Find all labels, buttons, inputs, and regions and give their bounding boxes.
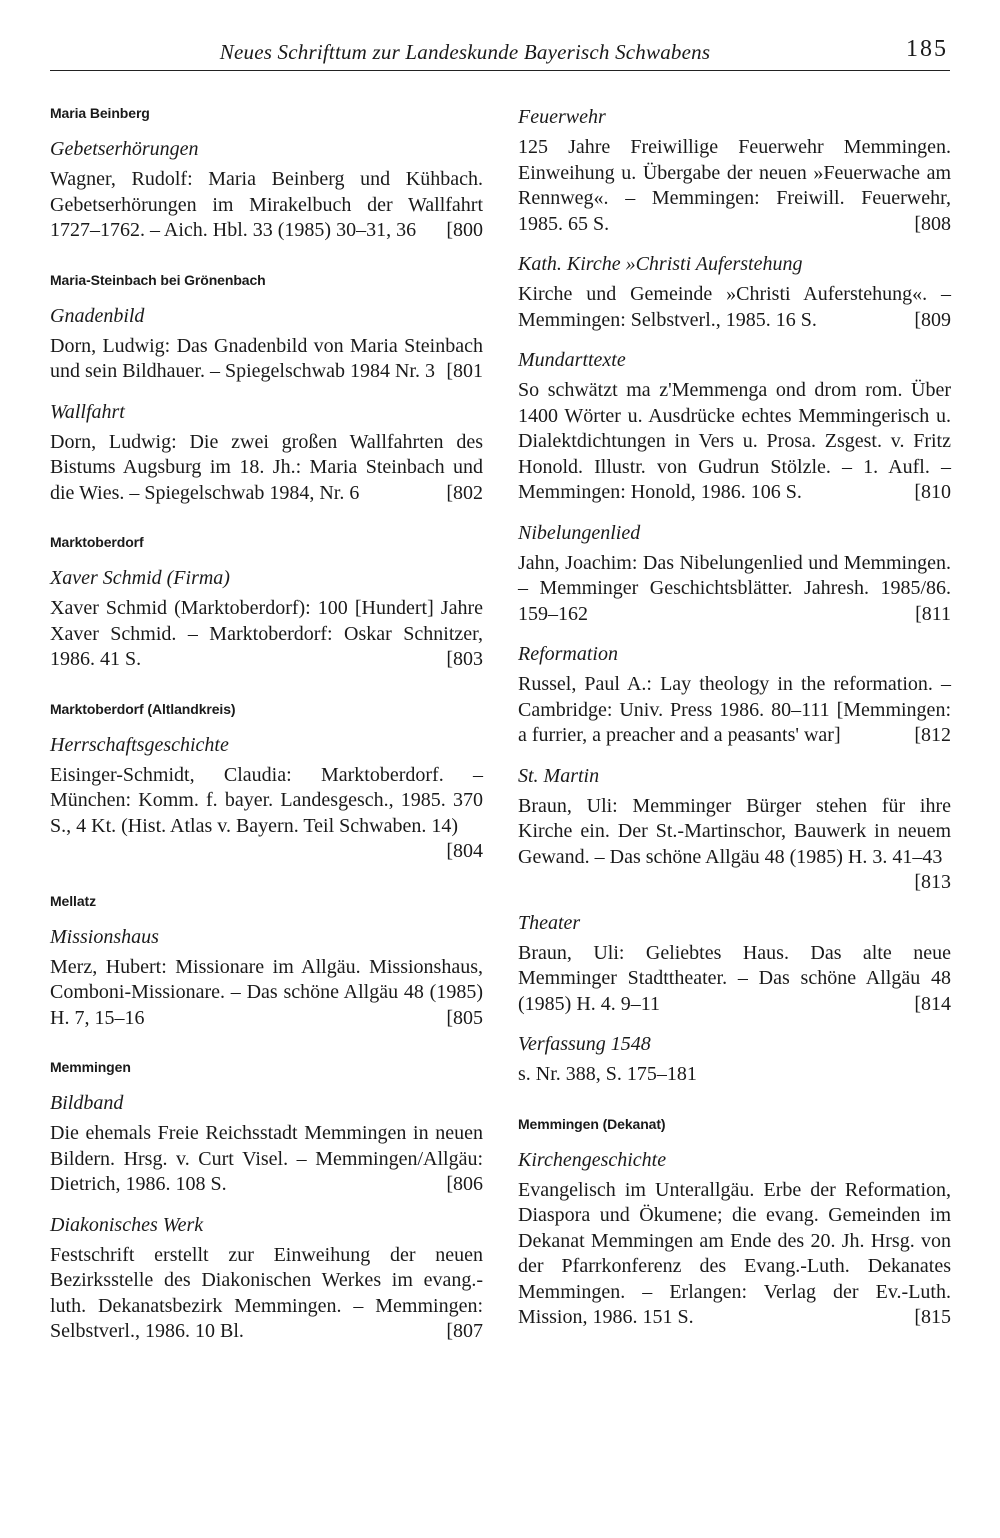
subheading: St. Martin: [518, 764, 600, 787]
entry-number: [806: [446, 1173, 483, 1195]
entry-text: Braun, Uli: Geliebtes Haus. Das alte neue Memminger Stadttheater. – Das schöne Allgäu 48 (1985) H. 4. 9–11: [518, 941, 951, 1015]
section-marktoberdorf-altlandkreis: [50, 700, 483, 865]
entry-number: [800: [446, 219, 483, 241]
bibliography-entry: [518, 551, 951, 628]
entry-number: [815: [914, 1306, 951, 1328]
section-heading: Maria-Steinbach bei Grönenbach: [50, 271, 266, 288]
entry-number: [810: [914, 481, 951, 503]
subheading: Nibelungenlied: [518, 521, 641, 544]
section-memmingen-continued: [518, 104, 951, 1088]
entry-number: [805: [446, 1006, 483, 1029]
entry-number: [803: [446, 648, 483, 670]
section-memmingen-dekanat: [518, 1115, 951, 1331]
running-head: [50, 36, 950, 71]
section-heading: Maria Beinberg: [50, 105, 150, 121]
entry-text: Dorn, Ludwig: Die zwei großen Wallfahrten des Bistums Augsburg im 18. Jh.: Maria Steinbach und die Wies. – Spiegelschwab 1984, Nr. 6: [50, 430, 483, 504]
entry-text: Eisinger-Schmidt, Claudia: Marktoberdorf. – München: Komm. f. bayer. Landesgesch., 1985. 370 S., 4 Kt. (Hist. Atlas v. Bayern. Teil Schwaben. 14): [50, 763, 483, 837]
section-mellatz: [50, 892, 483, 1032]
section-heading: Marktoberdorf (Altlandkreis): [50, 700, 236, 717]
entry-text: Merz, Hubert: Missionare im Allgäu. Missionshaus, Comboni-Missionare. – Das schöne Allgäu 48 (1985) H. 7, 15–16: [50, 955, 483, 1029]
bibliography-entry: [50, 763, 483, 865]
entry-text: So schwätzt ma z'Memmenga ond drom rom. Über 1400 Wörter u. Ausdrücke echtes Memmingerisch u. Dialektdichtungen in Vers u. Prosa. Zsgest. v. Fritz Honold. Illustr. von Gudrun Stölzle. – 1. Aufl. – Memmingen: Honold, 1986. 106 S.: [518, 379, 951, 503]
entry-text: Jahn, Joachim: Das Nibelungenlied und Memmingen. – Memminger Geschichtsblätter. Jahresh. 1985/86. 159–162: [518, 551, 951, 625]
left-column: [50, 104, 483, 1345]
entry-text: s. Nr. 388, S. 175–181: [518, 1063, 697, 1085]
entry-number: [802: [446, 481, 483, 504]
entry-text: 125 Jahre Freiwillige Feuerwehr Memmingen. Einweihung u. Übergabe der neuen »Feuerwache am Rennweg«. – Memmingen: Freiwill. Feuerwehr, 1985. 65 S.: [518, 136, 951, 235]
section-maria-steinbach: [50, 271, 483, 507]
entry-text: Evangelisch im Unterallgäu. Erbe der Reformation, Diaspora und Ökumene; die evang. Gemeinden im Dekanat Memmingen am Ende des 20. Jh. Hrsg. von der Pfarrkonferenz des Evang.-Luth. Dekanates Memmingen. – Erlangen: Verlag der Ev.-Luth. Mission, 1986. 151 S.: [518, 1178, 951, 1328]
entry-text: Russel, Paul A.: Lay theology in the reformation. – Cambridge: Univ. Press 1986. 80–111 [Memmingen: a furrier, a preacher and a peasants' war]: [518, 673, 951, 746]
subheading: Missionshaus: [50, 925, 159, 948]
section-heading: Mellatz: [50, 892, 96, 909]
bibliography-entry: [50, 1121, 483, 1198]
section-heading: Memmingen: [50, 1059, 131, 1075]
subheading: Verfassung 1548: [518, 1033, 651, 1055]
entry-text: Xaver Schmid (Marktoberdorf): 100 [Hundert] Jahre Xaver Schmid. – Marktoberdorf: Oskar Schnitzer, 1986. 41 S.: [50, 597, 483, 670]
entry-number: [809: [914, 308, 951, 331]
bibliography-entry: [518, 282, 951, 333]
entry-number: [814: [914, 992, 951, 1015]
subheading: Theater: [518, 911, 581, 934]
subheading: Kirchengeschichte: [518, 1148, 667, 1171]
entry-number: [813: [914, 871, 951, 893]
bibliography-entry: [518, 941, 951, 1018]
bibliography-entry: [518, 794, 951, 896]
bibliography-entry: [50, 596, 483, 673]
section-marktoberdorf: [50, 533, 483, 673]
section-heading: Memmingen (Dekanat): [518, 1115, 666, 1132]
bibliography-entry: [50, 430, 483, 507]
subheading: Feuerwehr: [518, 106, 606, 128]
bibliography-entry: [518, 135, 951, 237]
entry-text: Dorn, Ludwig: Das Gnadenbild von Maria Steinbach und sein Bildhauer. – Spiegelschwab 1984 Nr. 3: [50, 334, 483, 382]
bibliography-entry: [50, 1243, 483, 1345]
entry-number: [811: [915, 602, 951, 625]
subheading: Kath. Kirche »Christi Auferstehung: [518, 253, 803, 275]
subheading: Reformation: [518, 643, 618, 665]
running-title: Neues Schrifttum zur Landeskunde Bayerisch Schwabens: [219, 40, 711, 64]
entry-number: [808: [914, 212, 951, 235]
bibliography-entry: [518, 1178, 951, 1331]
section-memmingen: [50, 1058, 483, 1345]
bibliography-entry: [50, 955, 483, 1032]
entry-number: [804: [446, 840, 483, 862]
bibliography-entry: [518, 378, 951, 506]
subheading: Diakonisches Werk: [50, 1213, 204, 1236]
entry-text: Braun, Uli: Memminger Bürger stehen für ihre Kirche ein. Der St.-Martinschor, Bauwerk in neuem Gewand. – Das schöne Allgäu 48 (1985) H. 3. 41–43: [518, 794, 951, 868]
subheading: Wallfahrt: [50, 400, 125, 423]
right-column: [518, 104, 951, 1331]
bibliography-entry: [50, 334, 483, 385]
entry-text: Festschrift erstellt zur Einweihung der neuen Bezirksstelle des Diakonischen Werkes im evang.-luth. Dekanatsbezirk Memmingen. – Memmingen: Selbstverl., 1986. 10 Bl.: [50, 1243, 483, 1342]
entry-number: [807: [446, 1320, 483, 1342]
entry-number: [801: [446, 360, 483, 382]
subheading: Herrschaftsgeschichte: [50, 733, 229, 756]
entry-text: Wagner, Rudolf: Maria Beinberg und Kühbach. Gebetserhörungen im Mirakelbuch der Wallfahrt 1727–1762. – Aich. Hbl. 33 (1985) 30–31, 36: [50, 168, 483, 241]
cross-reference-entry: [518, 1062, 951, 1088]
bibliography-entry: [50, 167, 483, 244]
subheading: Gebetserhörungen: [50, 138, 199, 160]
entry-number: [812: [914, 724, 951, 746]
subheading: Xaver Schmid (Firma): [50, 567, 230, 589]
subheading: Gnadenbild: [50, 304, 145, 327]
page-number: 185: [906, 36, 948, 62]
subheading: Mundarttexte: [518, 349, 626, 371]
subheading: Bildband: [50, 1092, 124, 1114]
bibliography-entry: [518, 672, 951, 749]
entry-text: Die ehemals Freie Reichsstadt Memmingen in neuen Bildern. Hrsg. v. Curt Visel. – Memmingen/Allgäu: Dietrich, 1986. 108 S.: [50, 1122, 483, 1195]
section-heading: Marktoberdorf: [50, 534, 144, 550]
section-maria-beinberg: [50, 104, 483, 244]
entry-text: Kirche und Gemeinde »Christi Auferstehung«. – Memmingen: Selbstverl., 1985. 16 S.: [518, 283, 951, 331]
